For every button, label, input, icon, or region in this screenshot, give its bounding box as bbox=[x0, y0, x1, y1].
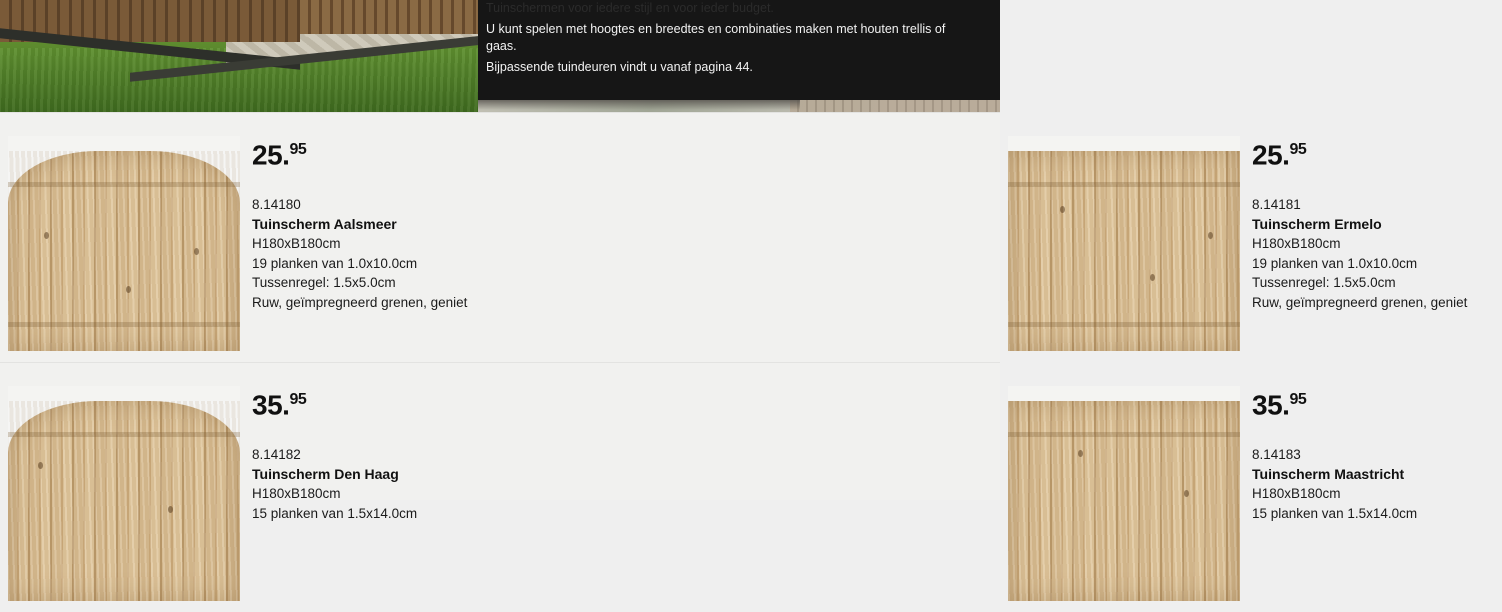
price-cents: 95 bbox=[1289, 141, 1307, 158]
product-info bbox=[1252, 386, 1502, 523]
product-article-number: 8.14183 bbox=[1252, 447, 1301, 463]
product-price bbox=[252, 136, 502, 169]
intro-text-panel bbox=[478, 0, 1000, 100]
intro-line-3: Bijpassende tuindeuren vindt u vanaf pagina 44. bbox=[486, 60, 753, 74]
product-size: H180xB180cm bbox=[252, 236, 341, 252]
price-whole: 35. bbox=[1252, 389, 1290, 421]
product-size: H180xB180cm bbox=[1252, 236, 1341, 252]
product-card[interactable] bbox=[0, 112, 500, 362]
product-card[interactable] bbox=[500, 112, 1468, 362]
product-image bbox=[8, 386, 240, 601]
product-name: Tuinscherm Ermelo bbox=[1252, 216, 1382, 233]
intro-line-2: U kunt spelen met hoogtes en breedtes en combinaties maken met houten trellis of gaas. bbox=[486, 22, 946, 53]
product-rail: Tussenregel: 1.5x5.0cm bbox=[252, 275, 396, 291]
product-name: Tuinscherm Den Haag bbox=[252, 466, 399, 483]
product-image bbox=[8, 136, 240, 351]
product-planks: 15 planken van 1.5x14.0cm bbox=[1252, 505, 1418, 521]
price-whole: 35. bbox=[252, 389, 290, 421]
price-cents: 95 bbox=[289, 391, 307, 408]
product-planks: 19 planken van 1.0x10.0cm bbox=[1252, 255, 1418, 271]
product-row bbox=[0, 362, 1418, 612]
product-planks: 15 planken van 1.5x14.0cm bbox=[252, 505, 418, 521]
product-info bbox=[1252, 136, 1502, 312]
price-cents: 95 bbox=[289, 141, 307, 158]
product-rail: Tussenregel: 1.5x5.0cm bbox=[1252, 275, 1396, 291]
product-image bbox=[1008, 136, 1240, 351]
product-name: Tuinscherm Aalsmeer bbox=[252, 216, 397, 233]
product-material: Ruw, geïmpregneerd grenen, geniet bbox=[1252, 294, 1468, 310]
product-grid bbox=[0, 112, 1468, 521]
price-whole: 25. bbox=[252, 139, 290, 171]
price-cents: 95 bbox=[1289, 391, 1307, 408]
product-planks: 19 planken van 1.0x10.0cm bbox=[252, 255, 418, 271]
product-price bbox=[1252, 136, 1502, 169]
product-article-number: 8.14181 bbox=[1252, 197, 1301, 213]
panel-shadow bbox=[478, 100, 800, 110]
product-info bbox=[252, 386, 502, 523]
product-price bbox=[252, 386, 502, 419]
product-name: Tuinscherm Maastricht bbox=[1252, 466, 1405, 483]
hero-fence-right bbox=[300, 0, 482, 34]
product-price bbox=[1252, 386, 1502, 419]
product-row bbox=[0, 112, 1468, 362]
product-size: H180xB180cm bbox=[252, 486, 341, 502]
intro-line-1: Tuinschermen voor iedere stijl en voor ieder budget. bbox=[486, 1, 774, 15]
price-whole: 25. bbox=[1252, 139, 1290, 171]
product-card[interactable] bbox=[0, 362, 500, 612]
product-info bbox=[252, 136, 502, 312]
product-material: Ruw, geïmpregneerd grenen, geniet bbox=[252, 294, 468, 310]
product-image bbox=[1008, 386, 1240, 601]
product-size: H180xB180cm bbox=[1252, 486, 1341, 502]
product-card[interactable] bbox=[500, 362, 1418, 612]
product-article-number: 8.14180 bbox=[252, 197, 301, 213]
product-article-number: 8.14182 bbox=[252, 447, 301, 463]
